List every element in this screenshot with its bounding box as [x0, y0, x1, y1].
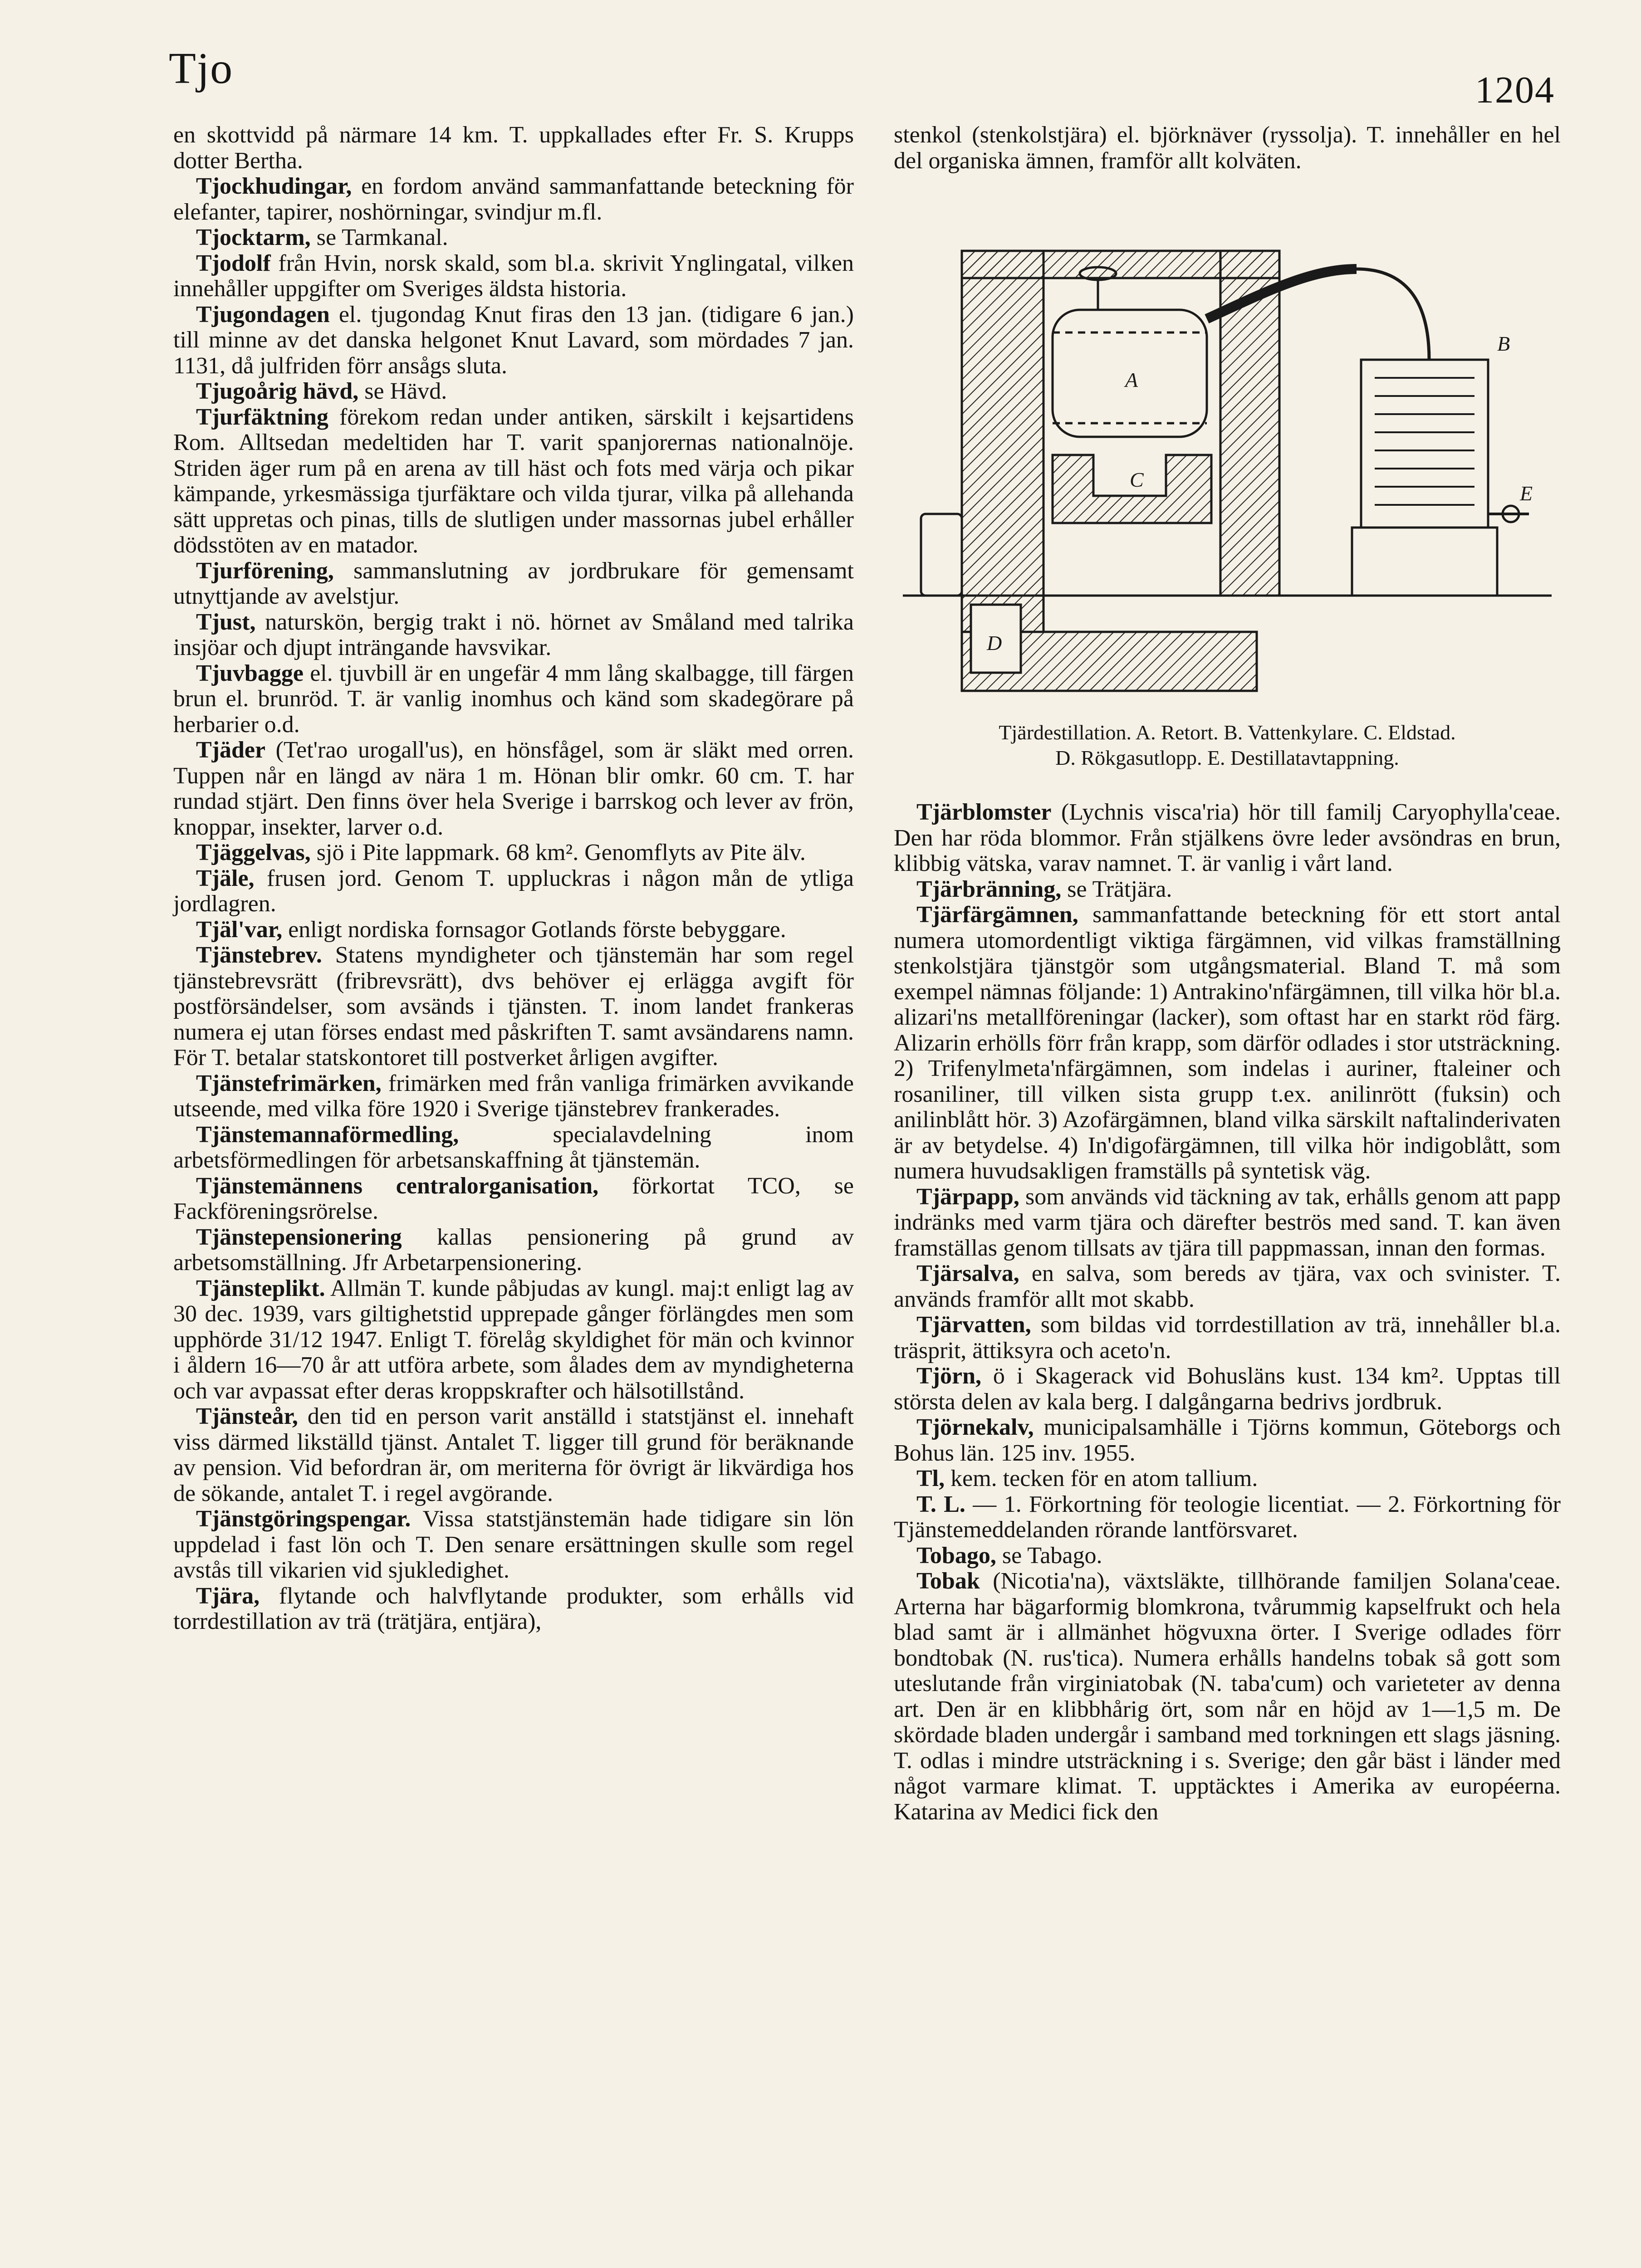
entry	[894, 1492, 1561, 1543]
entry	[173, 1404, 854, 1506]
headword: Tjurfäktning	[196, 404, 328, 430]
water-condenser	[1361, 360, 1488, 528]
entry	[173, 738, 854, 840]
entry-text: (Nicotia'na), växtsläkte, tillhörande familjen Solana'ceae. Arterna har bägarformig blomkrona, tvårummig kapselfrukt och hela blad samt är i allmänhet högvuxna örter. I Sverige odlades förr bondtobak (N. rus'tica). Numera erhålls handelns tobak så gott som uteslutande från virginiatobak (N. taba'cum) och varieteter av denna art. Den är en klibbhårig ört, som når en höjd av 1—1,5 m. De skördade bladen undergår i samband med torkningen ett slags jäsning. T. odlas i mindre utsträckning i s. Sverige; den går bäst i länder med något varmare klimat. T. upptäcktes i Amerika av européerna. Katarina av Medici fick den	[894, 1568, 1561, 1825]
headword: Tjärvatten,	[916, 1312, 1031, 1338]
entry-text: från Hvin, norsk skald, som bl.a. skrivit Ynglingatal, vilken innehåller uppgifter om Sveriges äldsta historia.	[173, 250, 854, 302]
headword: Tjänstefrimärken,	[196, 1070, 382, 1096]
entry	[173, 840, 854, 866]
entry	[894, 1184, 1561, 1261]
label-a: A	[1125, 368, 1138, 391]
headword: Tjuvbagge	[196, 660, 304, 686]
entry	[173, 943, 854, 1071]
furnace-wall-left	[962, 251, 1043, 632]
entry-text: som används vid täckning av tak, erhålls genom att papp indränks med varm tjära och därefter beströs med sand. T. kan även framställas genom tillsats av tjära till pappmassan, innan den formas.	[894, 1183, 1561, 1261]
entry	[173, 661, 854, 738]
condenser-stand	[1352, 528, 1497, 596]
entry	[173, 1173, 854, 1225]
headword: Tjänstemännens centralorganisation,	[196, 1173, 599, 1199]
entry	[173, 1506, 854, 1584]
tar-distillation-figure	[894, 242, 1561, 800]
entry-text: se Trätjära.	[1061, 876, 1172, 902]
entry	[894, 122, 1561, 174]
entry	[894, 1466, 1561, 1492]
headword: Tjust,	[196, 609, 256, 635]
running-head-word: Tjo	[169, 44, 234, 93]
headword: Tjäggelvas,	[196, 840, 311, 865]
entry	[173, 379, 854, 405]
entry	[894, 800, 1561, 877]
headword: Tjärfärgämnen,	[916, 902, 1078, 928]
headword: Tjänstebrev.	[196, 942, 322, 968]
condenser-inlet-pipe	[1357, 269, 1429, 360]
entry	[173, 251, 854, 302]
entry-text: den tid en person varit anställd i statstjänst el. innehaft viss därmed likställd tjänst. Antalet T. ligger till grund för beräknande av pension. Vid befordran är, om meriterna för övrigt är likvärdiga hos de sökande, antalet T. i regel avgörande.	[173, 1403, 854, 1506]
entry-text: sjö i Pite lappmark. 68 km². Genomflyts av Pite älv.	[310, 840, 806, 865]
entry-text: — 1. Förkortning för teologie licentiat. — 2. Förkortning för Tjänstemeddelanden rörande lantförsvaret.	[894, 1491, 1561, 1543]
entry-text: frusen jord. Genom T. uppluckras i någon mån de ytliga jordlagren.	[173, 865, 854, 917]
entry	[894, 1312, 1561, 1364]
entry	[173, 558, 854, 610]
entry	[173, 225, 854, 251]
headword: Tobak	[916, 1568, 980, 1594]
entry-text: naturskön, bergig trakt i nö. hörnet av Småland med talrika insjöar och djupt inträngande havsvikar.	[173, 609, 854, 660]
headword: Tjugondagen	[196, 301, 330, 327]
entry	[173, 917, 854, 943]
entry-text: sammanslutning av jordbrukare för gemensamt utnyttjande av avelstjur.	[173, 557, 854, 609]
headword: Tjänstemannaförmedling,	[196, 1121, 459, 1148]
entry-text: frimärken med från vanliga frimärken avvikande utseende, med vilka före 1920 i Sverige tjänstebrev frankerades.	[173, 1070, 854, 1122]
entry-text: förekom redan under antiken, särskilt i kejsartidens Rom. Alltsedan medeltiden har T. varit spanjorernas nationalnöje. Striden äger rum på en arena av till häst och fots med värja och pikar kämpande, yrkesmässiga tjurfäktare och vilda tjurar, vilka på allehanda sätt uppretas och pinas, tills de slutligen under massornas jubel erhåller dödsstöten av en matador.	[173, 404, 854, 558]
entry	[894, 1543, 1561, 1569]
figure-caption	[999, 720, 1455, 771]
entry	[173, 610, 854, 661]
entry-text: som bildas vid torrdestillation av trä, innehåller bl.a. träsprit, ättiksyra och aceto'n.	[894, 1312, 1561, 1364]
label-c: C	[1130, 468, 1144, 491]
entry	[173, 302, 854, 379]
entry	[894, 877, 1561, 903]
entry-text: enligt nordiska fornsagor Gotlands förste bebyggare.	[282, 916, 786, 943]
headword: Tjärblomster	[916, 799, 1052, 825]
entry-text: förkortat TCO, se Fackföreningsrörelse.	[173, 1173, 854, 1224]
label-e: E	[1520, 482, 1533, 505]
entry-text: se Hävd.	[358, 378, 447, 404]
page-number: 1204	[1475, 69, 1555, 111]
headword: Tjäder	[196, 737, 266, 763]
entry	[173, 1225, 854, 1276]
headword: Tjärpapp,	[916, 1183, 1019, 1210]
entry-text: sammanfattande beteckning för ett stort antal numera utomordentligt viktiga färgämnen, vid vilkas framställning stenkolstjära tjänstgör som utgångsmaterial. Bland T. må som exempel nämnas följande: 1) Antrakino'nfärgämnen, till vilka hör bl.a. alizari'ns metallföreningar (lacker), som oftast har en starkt röd färg. Alizarin erhölls förr från krapp, som därför odlades i stor utsträckning. 2) Trifenylmeta'nfärgämnen, som indelas i auriner, ftaleiner och rosaniliner, till vilken sista grupp t.ex. anilinrött (fuksin) och anilinblått hör. 3) Azofärgämnen, bland vilka särskilt naftalinderivaten är av betydelse. 4) In'digofärgämnen, till vilka hör indigoblått, som numera huvudsakligen framställs på syntetisk väg.	[894, 902, 1561, 1184]
headword: Tjänsteplikt.	[196, 1275, 325, 1301]
headword: Tjurförening,	[196, 557, 334, 584]
entry-text: kem. tecken för en atom tallium.	[945, 1466, 1258, 1491]
entry	[173, 1071, 854, 1122]
entry	[894, 1415, 1561, 1466]
entry-text: flytande och halvflytande produkter, som erhålls vid torrdestillation av trä (trätjära, entjära),	[173, 1583, 854, 1634]
entry-text: Statens myndigheter och tjänstemän har som regel tjänstebrevsrätt (fribrevsrätt), dvs behöver ej erlägga avgift för postförsändelser, som avsänds i tjänsten. T. inom landet frankeras numera ej utan förses endast med påskriften T. samt avsändarens namn. För T. betalar statskontoret till postverket årligen avgifter.	[173, 942, 854, 1070]
furnace-top	[962, 251, 1279, 278]
entry	[173, 1122, 854, 1173]
entry	[173, 1276, 854, 1404]
entry	[894, 902, 1561, 1184]
headword: Tjänstgöringspengar.	[196, 1506, 411, 1532]
entry-text: se Tabago.	[996, 1542, 1102, 1569]
entry-text: se Tarmkanal.	[310, 225, 448, 250]
headword: Tjärsalva,	[916, 1261, 1019, 1286]
headword: Tjäl'var,	[196, 916, 283, 943]
entry	[894, 1569, 1561, 1825]
entry-text: (Lychnis visca'ria) hör till familj Caryophylla'ceae. Den har röda blommor. Från stjälkens övre leder avsöndras en brun, klibbig vätska, varav namnet. T. är vanlig i vårt land.	[894, 799, 1561, 876]
entry	[173, 122, 854, 174]
entry-text: el. tjugondag Knut firas den 13 jan. (tidigare 6 jan.) till minne av det danska helgonet Knut Lavard, som mördades 7 jan. 1131, då julfriden förr ansågs sluta.	[173, 301, 854, 379]
headword: Tjärbränning,	[916, 876, 1062, 902]
headword: Tl,	[916, 1466, 945, 1491]
entry	[173, 174, 854, 225]
headword: Tjockhudingar,	[196, 173, 352, 199]
headword: Tjodolf	[196, 250, 271, 276]
entry-text: Vissa statstjänstemän hade tidigare sin lön uppdelad i fast lön och T. Den senare ersättningen skulle som regel avstås till vikarien vid sjukledighet.	[173, 1506, 854, 1583]
headword: Tjocktarm,	[196, 225, 311, 250]
tar-distillation-diagram	[903, 242, 1552, 704]
entry	[894, 1364, 1561, 1415]
headword: T. L.	[916, 1491, 965, 1517]
label-d: D	[987, 631, 1002, 655]
entry-text: (Tet'rao urogall'us), en hönsfågel, som är släkt med orren. Tuppen når en längd av nära 1 m. Hönan blir omkr. 60 cm. T. har rundad stjärt. Den finns över hela Sverige i barrskog och lever av frön, knoppar, insekter, larver o.d.	[173, 737, 854, 840]
entry-text: el. tjuvbill är en ungefär 4 mm lång skalbagge, till färgen brun el. brunröd. T. är vanlig inomhus och känd som skadegörare på herbarier o.d.	[173, 660, 854, 738]
entry	[173, 405, 854, 558]
headword: Tjänstepensionering	[196, 1224, 402, 1250]
entry-text: en fordom använd sammanfattande beteckning för elefanter, tapirer, noshörningar, svindjur m.fl.	[173, 173, 854, 225]
entry	[173, 1584, 854, 1635]
label-b: B	[1497, 332, 1510, 355]
caption-line-2: D. Rökgasutlopp. E. Destillatavtappning.	[1055, 746, 1399, 769]
entry	[173, 866, 854, 917]
collection-jar	[921, 514, 962, 596]
headword: Tjära,	[196, 1583, 260, 1609]
headword: Tjörnekalv,	[916, 1414, 1034, 1440]
condenser-coil	[1375, 378, 1474, 505]
entry-text: Allmän T. kunde påbjudas av kungl. maj:t enligt lag av 30 dec. 1939, vars giltighetstid upprepade gånger förlängdes men som upphörde 31/12 1947. Enligt T. förelåg skyldighet för män och kvinnor i åldern 16—70 år att utföra arbete, som ålades dem av myndigheterna och var avpassat efter deras kroppskrafter och hälsotillstånd.	[173, 1275, 854, 1404]
entry-text: kallas pensionering på grund av arbetsomställning. Jfr Arbetarpensionering.	[173, 1224, 854, 1276]
headword: Tjäle,	[196, 865, 255, 891]
entry	[894, 1261, 1561, 1312]
entry-text: en salva, som bereds av tjära, vax och svinister. T. används framför allt mot skabb.	[894, 1261, 1561, 1312]
entry-text: ö i Skagerack vid Bohusläns kust. 134 km². Upptas till största delen av kala berg. I dalgångarna bedrivs jordbruk.	[894, 1363, 1561, 1415]
headword: Tjänsteår,	[196, 1403, 298, 1429]
left-column	[173, 122, 854, 1635]
headword: Tobago,	[916, 1542, 996, 1569]
entry-text: en skottvidd på närmare 14 km. T. uppkallades efter Fr. S. Krupps dotter Bertha.	[173, 122, 854, 174]
entry-text: specialavdelning inom arbetsförmedlingen för arbetsanskaffning åt tjänstemän.	[173, 1121, 854, 1173]
right-column	[894, 122, 1561, 1825]
entry-text: stenkol (stenkolstjära) el. björknäver (ryssolja). T. innehåller en hel del organiska ämnen, framför allt kolväten.	[894, 122, 1561, 174]
entry-text: municipalsamhälle i Tjörns kommun, Göteborgs och Bohus län. 125 inv. 1955.	[894, 1414, 1561, 1466]
headword: Tjörn,	[916, 1363, 981, 1389]
headword: Tjugoårig hävd,	[196, 378, 359, 404]
caption-line-1: Tjärdestillation. A. Retort. B. Vattenkylare. C. Eldstad.	[999, 721, 1456, 744]
